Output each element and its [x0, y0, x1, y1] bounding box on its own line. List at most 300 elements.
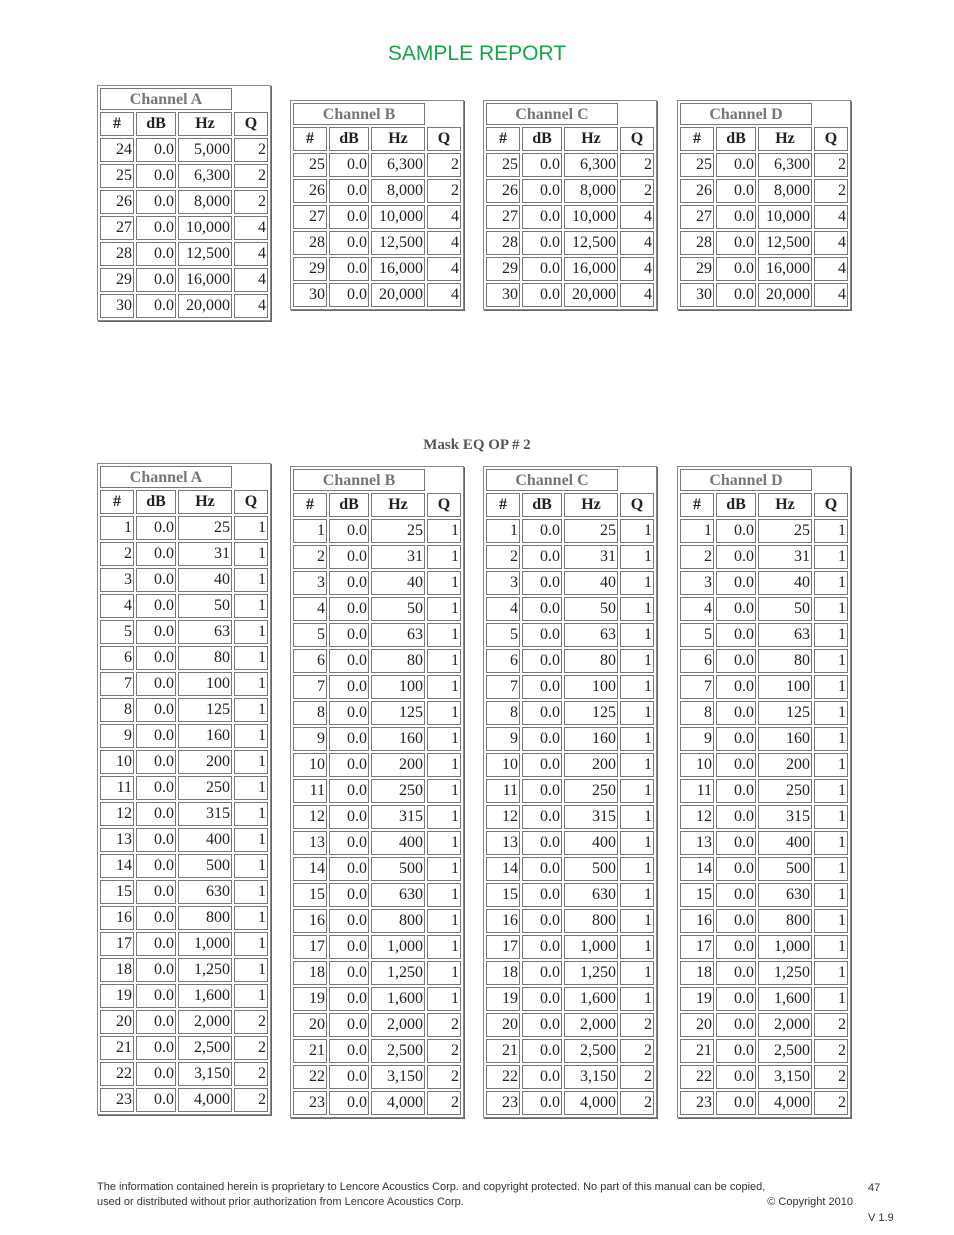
table-cell: 14 — [293, 857, 327, 881]
table-cell: 12 — [293, 805, 327, 829]
table-cell: 29 — [293, 257, 327, 281]
table-cell: 1,000 — [758, 935, 812, 959]
table-cell: 0.0 — [716, 779, 756, 803]
table-cell: 0.0 — [716, 753, 756, 777]
table-cell: 630 — [178, 880, 232, 904]
table-cell: 16 — [293, 909, 327, 933]
table-cell: 3 — [293, 571, 327, 595]
table-cell: 1 — [620, 831, 654, 855]
table-cell: 27 — [293, 205, 327, 229]
table-cell: 13 — [486, 831, 520, 855]
table-cell: 0.0 — [329, 831, 369, 855]
table-cell: 0.0 — [136, 906, 176, 930]
table-cell: 0.0 — [716, 1091, 756, 1115]
table-cell: 2 — [427, 1091, 461, 1115]
table-cell: 1 — [100, 516, 134, 540]
table-row — [680, 961, 848, 985]
table-cell: 0.0 — [522, 205, 562, 229]
table-row — [486, 987, 654, 1011]
table-cell: 0.0 — [329, 231, 369, 255]
table-row — [680, 283, 848, 307]
table-cell: 12,500 — [564, 231, 618, 255]
table-cell: 1 — [234, 958, 268, 982]
table-cell: 2 — [427, 153, 461, 177]
table-cell: 12,500 — [758, 231, 812, 255]
eq-table-top_tables-3 — [677, 100, 851, 310]
table-cell: 0.0 — [522, 805, 562, 829]
table-cell: 80 — [564, 649, 618, 673]
table-cell: 4 — [427, 231, 461, 255]
column-header: # — [100, 490, 134, 514]
table-cell: 15 — [486, 883, 520, 907]
column-header: dB — [522, 127, 562, 151]
channel-label: Channel B — [293, 469, 425, 491]
channel-label: Channel D — [680, 469, 812, 491]
table-cell: 160 — [564, 727, 618, 751]
table-cell: 26 — [486, 179, 520, 203]
table-row — [486, 1091, 654, 1115]
table-row — [680, 623, 848, 647]
table-cell: 1 — [620, 987, 654, 1011]
table-cell: 630 — [564, 883, 618, 907]
table-cell: 2 — [234, 1010, 268, 1034]
table-cell: 12 — [680, 805, 714, 829]
table-cell: 100 — [178, 672, 232, 696]
table-cell: 10,000 — [178, 216, 232, 240]
table-cell: 2 — [814, 153, 848, 177]
table-row — [486, 545, 654, 569]
table-cell: 0.0 — [329, 701, 369, 725]
table-cell: 22 — [680, 1065, 714, 1089]
table-cell: 1 — [814, 571, 848, 595]
table-row — [680, 909, 848, 933]
table-cell: 1,000 — [371, 935, 425, 959]
column-header: # — [680, 127, 714, 151]
column-header: Hz — [758, 127, 812, 151]
table-cell: 27 — [680, 205, 714, 229]
table-cell: 6 — [486, 649, 520, 673]
table-cell: 1 — [814, 961, 848, 985]
table-cell: 0.0 — [716, 987, 756, 1011]
table-cell: 0.0 — [522, 857, 562, 881]
table-cell: 4 — [620, 257, 654, 281]
table-cell: 0.0 — [329, 909, 369, 933]
table-cell: 2,500 — [564, 1039, 618, 1063]
table-cell: 0.0 — [522, 649, 562, 673]
table-cell: 0.0 — [136, 880, 176, 904]
table-row — [100, 1088, 268, 1112]
table-cell: 1 — [427, 727, 461, 751]
table-row — [293, 727, 461, 751]
table-cell: 26 — [680, 179, 714, 203]
table-cell: 2 — [814, 1091, 848, 1115]
table-cell: 0.0 — [329, 545, 369, 569]
table-cell: 2,000 — [178, 1010, 232, 1034]
table-cell: 0.0 — [329, 779, 369, 803]
table-cell: 0.0 — [136, 828, 176, 852]
table-cell: 1 — [427, 805, 461, 829]
table-row — [100, 568, 268, 592]
column-header: Q — [427, 127, 461, 151]
table-cell: 1 — [234, 594, 268, 618]
table-row — [486, 727, 654, 751]
table-cell: 315 — [178, 802, 232, 826]
table-cell: 0.0 — [136, 516, 176, 540]
table-cell: 1 — [427, 779, 461, 803]
table-cell: 1 — [814, 857, 848, 881]
table-cell: 30 — [680, 283, 714, 307]
table-cell: 15 — [100, 880, 134, 904]
table-cell: 0.0 — [136, 594, 176, 618]
channel-spacer — [814, 469, 848, 491]
table-row — [680, 1091, 848, 1115]
table-cell: 0.0 — [136, 958, 176, 982]
header-row — [680, 493, 848, 517]
table-row — [293, 1039, 461, 1063]
table-row — [100, 542, 268, 566]
header-row — [100, 112, 268, 136]
table-cell: 23 — [680, 1091, 714, 1115]
table-cell: 0.0 — [716, 283, 756, 307]
table-cell: 100 — [564, 675, 618, 699]
table-cell: 4 — [427, 205, 461, 229]
table-cell: 0.0 — [522, 753, 562, 777]
table-cell: 1 — [234, 724, 268, 748]
table-row — [680, 545, 848, 569]
table-cell: 250 — [371, 779, 425, 803]
table-row — [680, 779, 848, 803]
table-cell: 1 — [427, 935, 461, 959]
table-row — [293, 883, 461, 907]
table-cell: 63 — [758, 623, 812, 647]
table-cell: 0.0 — [522, 257, 562, 281]
table-row — [100, 880, 268, 904]
table-cell: 1 — [814, 831, 848, 855]
table-row — [486, 883, 654, 907]
table-cell: 25 — [293, 153, 327, 177]
table-cell: 40 — [758, 571, 812, 595]
column-header: # — [486, 493, 520, 517]
table-cell: 0.0 — [716, 205, 756, 229]
table-cell: 1 — [234, 880, 268, 904]
table-row — [293, 1091, 461, 1115]
table-cell: 1 — [620, 571, 654, 595]
table-cell: 1 — [234, 646, 268, 670]
table-cell: 1 — [814, 779, 848, 803]
table-cell: 1 — [234, 802, 268, 826]
table-row — [293, 179, 461, 203]
table-cell: 1 — [620, 701, 654, 725]
table-cell: 6 — [100, 646, 134, 670]
table-cell: 0.0 — [329, 623, 369, 647]
table-row — [680, 571, 848, 595]
table-cell: 5 — [680, 623, 714, 647]
table-cell: 1 — [234, 620, 268, 644]
table-row — [486, 571, 654, 595]
table-cell: 0.0 — [329, 597, 369, 621]
column-header: # — [680, 493, 714, 517]
table-cell: 0.0 — [136, 620, 176, 644]
table-cell: 2 — [486, 545, 520, 569]
table-cell: 0.0 — [716, 623, 756, 647]
table-cell: 4,000 — [758, 1091, 812, 1115]
table-row — [293, 987, 461, 1011]
table-row — [293, 519, 461, 543]
table-row — [486, 179, 654, 203]
section-title: Mask EQ OP # 2 — [423, 437, 531, 453]
table-cell: 26 — [293, 179, 327, 203]
table-cell: 6,300 — [564, 153, 618, 177]
table-row — [680, 857, 848, 881]
table-cell: 31 — [371, 545, 425, 569]
table-cell: 2 — [427, 179, 461, 203]
table-cell: 630 — [758, 883, 812, 907]
table-cell: 1 — [814, 883, 848, 907]
table-cell: 9 — [293, 727, 327, 751]
table-cell: 1 — [620, 883, 654, 907]
table-cell: 1 — [427, 597, 461, 621]
table-cell: 6 — [680, 649, 714, 673]
table-cell: 19 — [293, 987, 327, 1011]
channel-spacer — [620, 103, 654, 125]
table-cell: 1 — [620, 545, 654, 569]
column-header: Q — [620, 493, 654, 517]
table-cell: 2 — [620, 1091, 654, 1115]
table-cell: 0.0 — [136, 294, 176, 318]
table-row — [100, 854, 268, 878]
table-cell: 20 — [680, 1013, 714, 1037]
table-row — [680, 597, 848, 621]
table-cell: 5,000 — [178, 138, 232, 162]
table-cell: 1 — [234, 828, 268, 852]
table-cell: 0.0 — [136, 1088, 176, 1112]
table-cell: 2 — [234, 164, 268, 188]
column-header: # — [293, 493, 327, 517]
table-cell: 1 — [234, 854, 268, 878]
table-cell: 0.0 — [136, 1062, 176, 1086]
table-cell: 1 — [814, 649, 848, 673]
table-row — [486, 597, 654, 621]
table-row — [100, 190, 268, 214]
table-cell: 0.0 — [136, 542, 176, 566]
table-cell: 1,600 — [564, 987, 618, 1011]
table-row — [680, 1039, 848, 1063]
table-cell: 11 — [293, 779, 327, 803]
table-cell: 1,250 — [758, 961, 812, 985]
column-header: Q — [620, 127, 654, 151]
column-header: dB — [136, 490, 176, 514]
table-cell: 30 — [100, 294, 134, 318]
table-row — [293, 153, 461, 177]
table-cell: 1 — [234, 984, 268, 1008]
table-cell: 800 — [564, 909, 618, 933]
table-cell: 11 — [486, 779, 520, 803]
table-cell: 9 — [486, 727, 520, 751]
table-row — [486, 857, 654, 881]
table-cell: 50 — [178, 594, 232, 618]
table-row — [100, 1062, 268, 1086]
table-row — [100, 1036, 268, 1060]
table-cell: 13 — [680, 831, 714, 855]
table-row — [486, 753, 654, 777]
table-cell: 1 — [620, 519, 654, 543]
table-cell: 400 — [178, 828, 232, 852]
table-cell: 14 — [100, 854, 134, 878]
table-cell: 21 — [100, 1036, 134, 1060]
table-cell: 3 — [486, 571, 520, 595]
table-cell: 0.0 — [716, 701, 756, 725]
table-cell: 1 — [427, 831, 461, 855]
table-cell: 0.0 — [716, 961, 756, 985]
table-row — [680, 987, 848, 1011]
table-cell: 0.0 — [329, 179, 369, 203]
table-row — [680, 675, 848, 699]
table-cell: 4 — [100, 594, 134, 618]
table-cell: 19 — [100, 984, 134, 1008]
table-cell: 400 — [371, 831, 425, 855]
table-cell: 25 — [486, 153, 520, 177]
table-cell: 3 — [680, 571, 714, 595]
table-cell: 125 — [564, 701, 618, 725]
column-header: Q — [814, 493, 848, 517]
table-row — [100, 620, 268, 644]
table-cell: 12,500 — [178, 242, 232, 266]
header-row — [680, 127, 848, 151]
header-row — [100, 490, 268, 514]
table-row — [680, 231, 848, 255]
eq-table-top_tables-2 — [483, 100, 657, 310]
table-cell: 0.0 — [329, 205, 369, 229]
table-cell: 630 — [371, 883, 425, 907]
table-cell: 4 — [486, 597, 520, 621]
channel-label: Channel C — [486, 103, 618, 125]
table-cell: 2 — [620, 153, 654, 177]
table-cell: 29 — [486, 257, 520, 281]
table-cell: 0.0 — [522, 1065, 562, 1089]
table-cell: 3,150 — [758, 1065, 812, 1089]
table-cell: 17 — [680, 935, 714, 959]
eq-table-bottom_tables-3 — [677, 466, 851, 1118]
table-row — [293, 701, 461, 725]
table-cell: 15 — [680, 883, 714, 907]
table-cell: 1 — [427, 909, 461, 933]
table-cell: 1 — [620, 779, 654, 803]
table-cell: 17 — [100, 932, 134, 956]
table-cell: 1 — [620, 961, 654, 985]
table-row — [293, 961, 461, 985]
table-cell: 0.0 — [329, 283, 369, 307]
table-cell: 800 — [178, 906, 232, 930]
table-cell: 400 — [758, 831, 812, 855]
table-cell: 4 — [427, 257, 461, 281]
table-cell: 24 — [100, 138, 134, 162]
table-cell: 2 — [234, 190, 268, 214]
table-cell: 2 — [814, 1039, 848, 1063]
eq-table-top_tables-0 — [97, 85, 271, 321]
eq-table-bottom_tables-2 — [483, 466, 657, 1118]
table-cell: 29 — [680, 257, 714, 281]
table-cell: 2 — [100, 542, 134, 566]
table-cell: 4 — [814, 205, 848, 229]
table-cell: 0.0 — [136, 242, 176, 266]
table-cell: 125 — [371, 701, 425, 725]
table-cell: 315 — [758, 805, 812, 829]
table-cell: 0.0 — [136, 268, 176, 292]
table-cell: 7 — [100, 672, 134, 696]
table-cell: 1 — [620, 805, 654, 829]
table-cell: 27 — [486, 205, 520, 229]
eq-table-bottom_tables-1 — [290, 466, 464, 1118]
table-row — [680, 935, 848, 959]
table-cell: 16 — [486, 909, 520, 933]
column-header: dB — [716, 127, 756, 151]
table-cell: 0.0 — [136, 216, 176, 240]
table-row — [100, 906, 268, 930]
page-number: 47 — [868, 1182, 881, 1194]
table-cell: 2 — [814, 1013, 848, 1037]
table-cell: 1 — [234, 776, 268, 800]
table-cell: 2,000 — [371, 1013, 425, 1037]
table-cell: 8,000 — [178, 190, 232, 214]
table-cell: 9 — [680, 727, 714, 751]
table-cell: 1 — [814, 987, 848, 1011]
table-row — [486, 831, 654, 855]
table-cell: 40 — [371, 571, 425, 595]
table-cell: 10,000 — [564, 205, 618, 229]
table-cell: 0.0 — [136, 646, 176, 670]
header-row — [486, 493, 654, 517]
table-cell: 2 — [234, 138, 268, 162]
table-cell: 100 — [371, 675, 425, 699]
table-cell: 14 — [680, 857, 714, 881]
table-cell: 0.0 — [329, 257, 369, 281]
table-cell: 0.0 — [716, 675, 756, 699]
table-cell: 4 — [293, 597, 327, 621]
table-cell: 0.0 — [329, 727, 369, 751]
table-cell: 28 — [680, 231, 714, 255]
channel-spacer — [427, 469, 461, 491]
footer-line-2: used or distributed without prior authorization from Lencore Acoustics Corp. — [97, 1196, 464, 1208]
table-cell: 10 — [100, 750, 134, 774]
table-cell: 4 — [234, 242, 268, 266]
table-cell: 1 — [814, 623, 848, 647]
table-cell: 0.0 — [522, 179, 562, 203]
table-row — [293, 597, 461, 621]
table-cell: 2,000 — [758, 1013, 812, 1037]
table-cell: 7 — [293, 675, 327, 699]
table-cell: 1 — [620, 675, 654, 699]
table-cell: 3,150 — [371, 1065, 425, 1089]
table-cell: 1 — [814, 545, 848, 569]
table-cell: 1 — [427, 961, 461, 985]
table-cell: 31 — [178, 542, 232, 566]
table-cell: 250 — [564, 779, 618, 803]
table-cell: 7 — [486, 675, 520, 699]
table-cell: 20,000 — [178, 294, 232, 318]
table-row — [293, 779, 461, 803]
table-cell: 500 — [371, 857, 425, 881]
table-cell: 0.0 — [522, 153, 562, 177]
table-cell: 1 — [427, 571, 461, 595]
column-header: Hz — [758, 493, 812, 517]
table-cell: 17 — [486, 935, 520, 959]
table-cell: 2,500 — [758, 1039, 812, 1063]
table-cell: 30 — [486, 283, 520, 307]
table-cell: 11 — [100, 776, 134, 800]
table-cell: 0.0 — [716, 831, 756, 855]
table-cell: 16 — [680, 909, 714, 933]
table-cell: 4 — [234, 294, 268, 318]
